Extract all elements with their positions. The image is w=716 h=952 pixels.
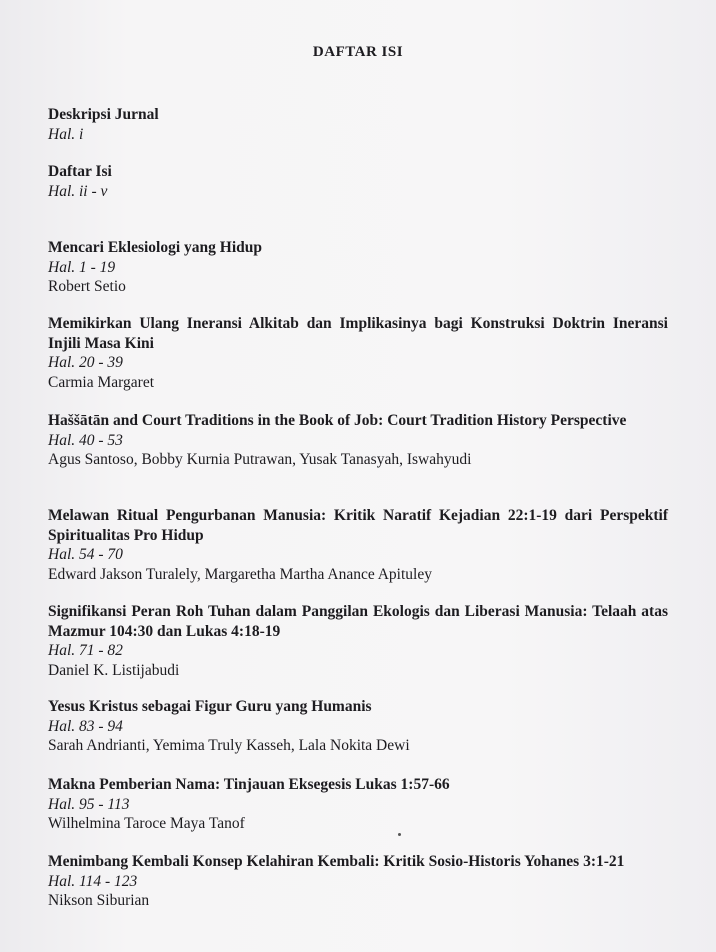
entry-pages: Hal. 114 - 123 — [48, 872, 138, 890]
toc-entry — [48, 238, 668, 297]
entry-authors: Wilhelmina Taroce Maya Tanof — [48, 815, 245, 832]
entry-title: Menimbang Kembali Konsep Kelahiran Kembali: Kritik Sosio-Historis Yohanes 3:1-21 — [48, 853, 625, 870]
entry-pages: Hal. 20 - 39 — [48, 354, 123, 371]
entry-pages: Hal. ii - v — [48, 182, 108, 200]
entry-title: Melawan Ritual Pengurbanan Manusia: Kritik Naratif Kejadian 22:1-19 dari Perspektif Spiritualitas Pro Hidup — [48, 507, 668, 544]
toc-entry — [48, 411, 668, 470]
toc-entry — [48, 314, 668, 392]
toc-entry — [48, 775, 668, 834]
entry-pages: Hal. 71 - 82 — [48, 642, 123, 659]
entry-title: Deskripsi Jurnal — [48, 106, 159, 123]
entry-authors: Robert Setio — [48, 278, 126, 295]
entry-title: Mencari Eklesiologi yang Hidup — [48, 239, 263, 256]
toc-entry — [48, 697, 668, 756]
speck — [398, 833, 401, 836]
toc-entry — [48, 162, 668, 201]
entry-title: Memikirkan Ulang Ineransi Alkitab dan Implikasinya bagi Konstruksi Doktrin Ineransi Injili Masa Kini — [48, 315, 668, 352]
entry-authors: Sarah Andrianti, Yemima Truly Kasseh, Lala Nokita Dewi — [48, 737, 410, 754]
entry-title: Makna Pemberian Nama: Tinjauan Eksegesis Lukas 1:57-66 — [48, 776, 450, 793]
entry-title: Signifikansi Peran Roh Tuhan dalam Panggilan Ekologis dan Liberasi Manusia: Telaah atas Mazmur 104:30 dan Lukas 4:18-19 — [48, 603, 668, 640]
entry-pages: Hal. 54 - 70 — [48, 546, 123, 563]
entry-pages: Hal. 95 - 113 — [48, 795, 130, 813]
toc-entry — [48, 852, 668, 911]
entry-authors: Carmia Margaret — [48, 373, 155, 391]
entry-authors: Agus Santoso, Bobby Kurnia Putrawan, Yusak Tanasyah, Iswahyudi — [48, 451, 472, 468]
entry-title: Yesus Kristus sebagai Figur Guru yang Humanis — [48, 698, 372, 715]
entry-pages: Hal. 40 - 53 — [48, 431, 123, 449]
entry-pages: Hal. 83 - 94 — [48, 717, 123, 735]
entry-authors: Daniel K. Listijabudi — [48, 661, 180, 679]
toc-entry — [48, 602, 668, 680]
page-title: DAFTAR ISI — [312, 44, 404, 60]
entry-authors: Edward Jakson Turalely, Margaretha Martha Anance Apituley — [48, 565, 432, 583]
entry-title: Daftar Isi — [48, 163, 112, 180]
toc-entry — [48, 105, 668, 144]
entry-authors: Nikson Siburian — [48, 892, 150, 909]
toc-entry — [48, 506, 668, 584]
entry-pages: Hal. i — [48, 125, 84, 143]
entry-title: Haššātān and Court Traditions in the Book of Job: Court Tradition History Perspective — [48, 412, 627, 429]
entry-pages: Hal. 1 - 19 — [48, 258, 116, 276]
